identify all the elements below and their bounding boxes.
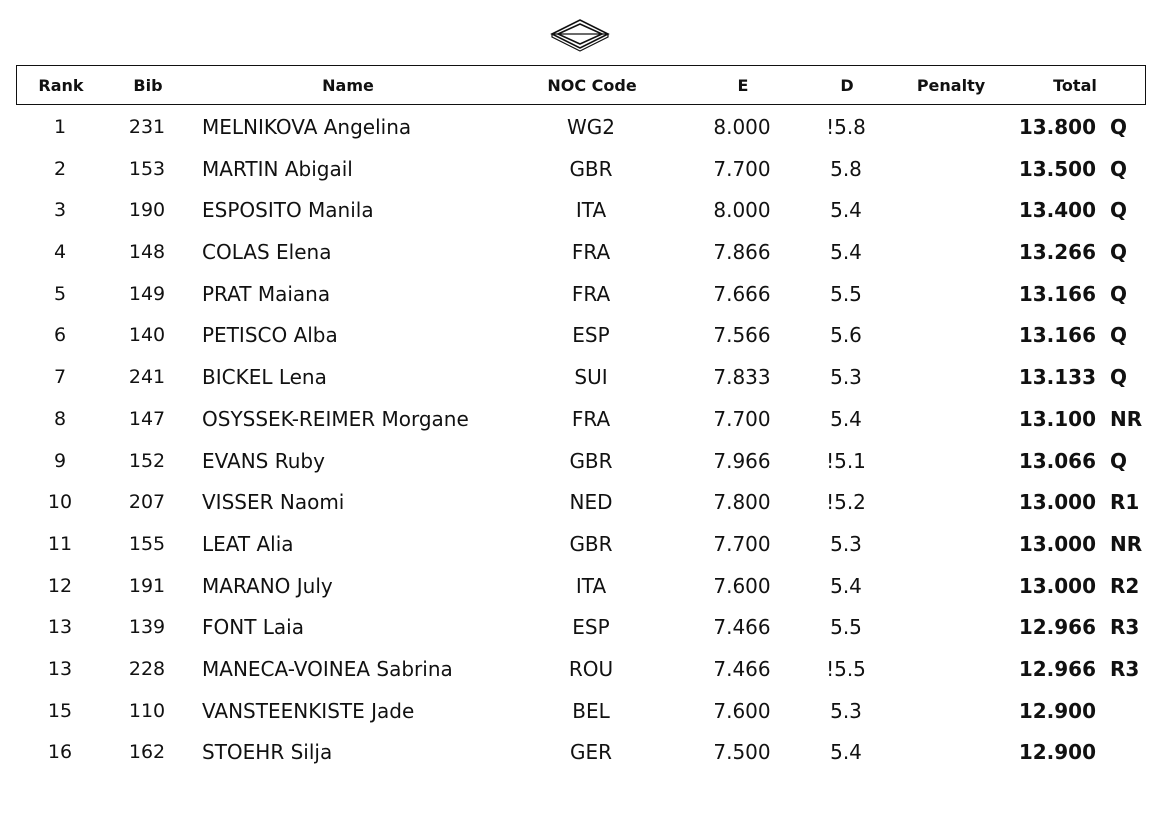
penalty-cell — [900, 274, 1000, 316]
bib-cell: 207 — [128, 491, 166, 514]
noc-code: ROU — [568, 656, 614, 681]
d-score: 5.3 — [830, 365, 862, 390]
d-score: 5.5 — [830, 615, 862, 640]
rank-cell: 8 — [53, 407, 67, 430]
athlete-name: VISSER Naomi — [202, 490, 345, 515]
athlete-name: PRAT Maiana — [202, 281, 331, 306]
penalty-cell — [900, 732, 1000, 774]
bib-cell: 155 — [128, 532, 166, 555]
e-score: 7.566 — [713, 323, 771, 348]
athlete-name: PETISCO Alba — [202, 323, 338, 348]
athlete-name: VANSTEENKISTE Jade — [202, 698, 415, 723]
noc-code: ITA — [575, 573, 607, 598]
results-table-header — [16, 65, 1146, 105]
table-row — [0, 691, 1171, 733]
rank-cell: 15 — [47, 699, 73, 722]
total-score: 13.066 — [1018, 448, 1096, 473]
rank-cell: 6 — [53, 324, 67, 347]
noc-code: GBR — [569, 156, 613, 181]
e-score: 7.833 — [713, 365, 771, 390]
rank-cell: 4 — [53, 241, 67, 264]
rank-cell: 5 — [53, 282, 67, 305]
table-row — [0, 357, 1171, 399]
qualification-status — [1110, 732, 1150, 774]
table-row — [0, 274, 1171, 316]
penalty-cell — [900, 357, 1000, 399]
noc-code: WG2 — [567, 115, 615, 139]
qualification-status: NR — [1110, 406, 1143, 431]
qualification-status: NR — [1110, 531, 1143, 556]
d-score: 5.3 — [830, 531, 862, 556]
total-score: 13.133 — [1018, 365, 1096, 390]
bib-cell: 241 — [128, 366, 166, 389]
rank-cell: 13 — [47, 616, 73, 639]
bib-cell: 228 — [128, 657, 166, 680]
bib-cell: 147 — [128, 407, 166, 430]
noc-code: GBR — [569, 531, 613, 556]
rank-cell: 1 — [53, 116, 67, 138]
total-score: 13.100 — [1018, 406, 1096, 431]
qualification-status: Q — [1110, 448, 1128, 473]
e-score: 7.466 — [713, 656, 771, 681]
athlete-name: FONT Laia — [202, 615, 304, 640]
table-row — [0, 190, 1171, 232]
e-score: 7.500 — [713, 740, 771, 765]
d-score: 5.6 — [830, 323, 862, 348]
header-name: Name — [322, 76, 374, 95]
d-score: !5.8 — [826, 115, 866, 139]
noc-code: SUI — [574, 365, 608, 390]
d-score: 5.4 — [830, 573, 862, 598]
results-table-body — [0, 107, 1171, 774]
athlete-name: ESPOSITO Manila — [202, 198, 374, 223]
bib-cell: 148 — [128, 241, 166, 264]
rank-cell: 11 — [47, 532, 73, 555]
table-row — [0, 315, 1171, 357]
penalty-cell — [900, 190, 1000, 232]
noc-code: ESP — [572, 615, 610, 640]
athlete-name: MELNIKOVA Angelina — [202, 115, 412, 139]
athlete-name: LEAT Alia — [202, 531, 294, 556]
total-score: 13.500 — [1018, 156, 1096, 181]
bib-cell: 162 — [128, 741, 166, 764]
d-score: 5.8 — [830, 156, 862, 181]
penalty-cell — [900, 149, 1000, 191]
total-score: 12.900 — [1018, 740, 1096, 765]
e-score: 7.600 — [713, 698, 771, 723]
qualification-status: Q — [1110, 115, 1128, 139]
noc-code: GER — [569, 740, 613, 765]
qualification-status: R3 — [1110, 656, 1140, 681]
qualification-status: Q — [1110, 198, 1128, 223]
penalty-cell — [900, 607, 1000, 649]
noc-code: FRA — [571, 281, 611, 306]
table-row — [0, 649, 1171, 691]
qualification-status: R1 — [1110, 490, 1140, 515]
qualification-status: Q — [1110, 240, 1128, 265]
qualification-status: Q — [1110, 281, 1128, 306]
qualification-status: Q — [1110, 323, 1128, 348]
total-score: 13.000 — [1018, 490, 1096, 515]
athlete-name: MARANO July — [202, 573, 333, 598]
d-score: 5.4 — [830, 406, 862, 431]
bib-cell: 110 — [128, 699, 166, 722]
table-row — [0, 566, 1171, 608]
penalty-cell — [900, 315, 1000, 357]
e-score: 7.700 — [713, 156, 771, 181]
noc-code: ESP — [572, 323, 610, 348]
rank-cell: 12 — [47, 574, 73, 597]
penalty-cell — [900, 232, 1000, 274]
total-score: 13.166 — [1018, 323, 1096, 348]
total-score: 12.966 — [1018, 615, 1096, 640]
floor-mat-icon — [548, 14, 612, 58]
athlete-name: MANECA-VOINEA Sabrina — [202, 656, 453, 681]
penalty-cell — [900, 649, 1000, 691]
e-score: 7.600 — [713, 573, 771, 598]
header-penalty: Penalty — [916, 76, 986, 95]
noc-code: FRA — [571, 240, 611, 265]
header-bib: Bib — [133, 76, 163, 95]
bib-cell: 153 — [128, 157, 166, 180]
d-score: 5.3 — [830, 698, 862, 723]
table-row — [0, 607, 1171, 649]
total-score: 13.000 — [1018, 531, 1096, 556]
header-noc: NOC Code — [547, 76, 637, 95]
bib-cell: 140 — [128, 324, 166, 347]
table-row — [0, 107, 1171, 149]
total-score: 12.900 — [1018, 698, 1096, 723]
total-score: 13.166 — [1018, 281, 1096, 306]
bib-cell: 190 — [128, 199, 166, 222]
e-score: 7.700 — [713, 531, 771, 556]
penalty-cell — [900, 399, 1000, 441]
rank-cell: 7 — [53, 366, 67, 389]
e-score: 7.800 — [713, 490, 771, 515]
athlete-name: STOEHR Silja — [202, 740, 333, 765]
rank-cell: 2 — [53, 157, 67, 180]
header-e-score: E — [737, 76, 749, 95]
noc-code: NED — [569, 490, 613, 515]
d-score: !5.1 — [826, 448, 866, 473]
total-score: 13.266 — [1018, 240, 1096, 265]
rank-cell: 10 — [47, 491, 73, 514]
rank-cell: 13 — [47, 657, 73, 680]
table-row — [0, 524, 1171, 566]
total-score: 13.400 — [1018, 198, 1096, 223]
athlete-name: MARTIN Abigail — [202, 156, 353, 181]
total-score: 13.000 — [1018, 573, 1096, 598]
d-score: !5.2 — [826, 490, 866, 515]
d-score: 5.4 — [830, 740, 862, 765]
bib-cell: 231 — [128, 116, 166, 138]
bib-cell: 139 — [128, 616, 166, 639]
noc-code: ITA — [575, 198, 607, 223]
bib-cell: 149 — [128, 282, 166, 305]
penalty-cell — [900, 482, 1000, 524]
noc-code: FRA — [571, 406, 611, 431]
qualification-status: Q — [1110, 365, 1128, 390]
noc-code: BEL — [572, 698, 610, 723]
penalty-cell — [900, 566, 1000, 608]
e-score: 7.666 — [713, 281, 771, 306]
bib-cell: 152 — [128, 449, 166, 472]
e-score: 7.466 — [713, 615, 771, 640]
bib-cell: 191 — [128, 574, 166, 597]
penalty-cell — [900, 107, 1000, 149]
d-score: 5.4 — [830, 240, 862, 265]
noc-code: GBR — [569, 448, 613, 473]
qualification-status: R2 — [1110, 573, 1140, 598]
header-d-score: D — [840, 76, 854, 95]
table-row — [0, 732, 1171, 774]
e-score: 7.966 — [713, 448, 771, 473]
qualification-status — [1110, 691, 1150, 733]
table-row — [0, 441, 1171, 483]
table-row — [0, 399, 1171, 441]
d-score: 5.4 — [830, 198, 862, 223]
e-score: 7.700 — [713, 406, 771, 431]
athlete-name: OSYSSEK-REIMER Morgane — [202, 406, 469, 431]
qualification-status: R3 — [1110, 615, 1140, 640]
athlete-name: COLAS Elena — [202, 240, 332, 265]
rank-cell: 9 — [53, 449, 67, 472]
header-rank: Rank — [38, 76, 84, 95]
d-score: !5.5 — [826, 656, 866, 681]
e-score: 8.000 — [713, 198, 771, 223]
penalty-cell — [900, 441, 1000, 483]
penalty-cell — [900, 524, 1000, 566]
table-row — [0, 482, 1171, 524]
penalty-cell — [900, 691, 1000, 733]
rank-cell: 3 — [53, 199, 67, 222]
rank-cell: 16 — [47, 741, 73, 764]
athlete-name: EVANS Ruby — [202, 448, 325, 473]
total-score: 12.966 — [1018, 656, 1096, 681]
qualification-status: Q — [1110, 156, 1128, 181]
total-score: 13.800 — [1018, 115, 1096, 139]
e-score: 8.000 — [713, 115, 771, 139]
d-score: 5.5 — [830, 281, 862, 306]
e-score: 7.866 — [713, 240, 771, 265]
table-row — [0, 149, 1171, 191]
athlete-name: BICKEL Lena — [202, 365, 327, 390]
header-total: Total — [1053, 76, 1097, 95]
table-row — [0, 232, 1171, 274]
